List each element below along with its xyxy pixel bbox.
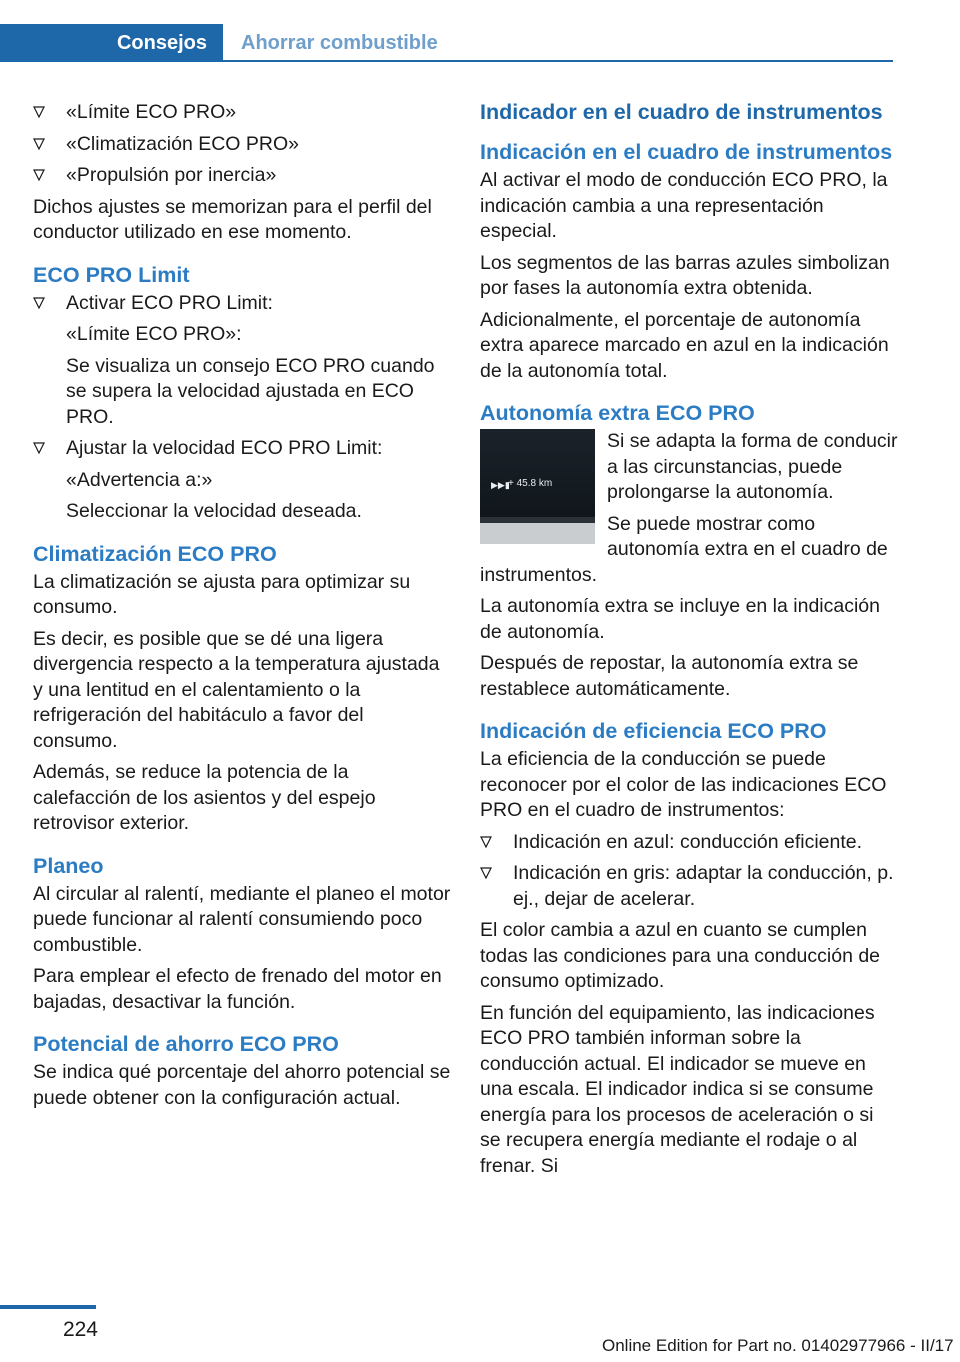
paragraph: Además, se reduce la potencia de la calefacción de los asientos y del espejo retrovisor exterior. [33,761,376,834]
paragraph: Para emplear el efecto de frenado del motor en bajadas, desactivar la función. [33,965,442,1013]
bullet-subtext: «Advertencia a:» [66,468,213,491]
paragraph: Después de repostar, la autonomía extra se restablece automáticamente. [480,652,859,700]
paragraph: Los segmentos de las barras azules simbolizan por fases la autonomía extra obtenida. [480,251,890,299]
bullet-text: Indicación en azul: conducción eficiente. [513,830,863,853]
tab-consejos[interactable]: Consejos [0,24,223,62]
bullet-text: «Propulsión por inercia» [66,164,277,186]
list-item [33,163,451,189]
right-column [480,100,898,1185]
paragraph: Si se adapta la forma de conducir a las circunstancias, puede prolongarse la autonomía. [607,430,898,503]
paragraph: Al activar el modo de conducción ECO PRO, la indicación cambia a una representación especial. [480,169,888,242]
paragraph: Adicionalmente, el porcentaje de autonomía extra aparece marcado en azul en la indicación de la autonomía total. [480,308,889,382]
section-heading-eficiencia: Indicación de eficiencia ECO PRO [480,719,827,743]
triangle-bullet-icon [33,442,45,454]
autonomia-section [480,429,898,588]
bullet-subtext: Seleccionar la velocidad deseada. [66,500,362,522]
bullet-subtext: Se visualiza un consejo ECO PRO cuando se supera la velocidad ajustada en ECO PRO. [66,354,435,428]
bullet-text: Activar ECO PRO Limit: [66,291,273,314]
page-number: 224 [62,1318,98,1341]
paragraph: Dichos ajustes se memorizan para el perfil del conductor utilizado en ese momento. [33,195,432,243]
paragraph: Es decir, es posible que se dé una ligera divergencia respecto a la temperatura ajustada y una lentitud en el calentamiento o la refrigeración del habitáculo a favor del consumo. [33,627,440,752]
triangle-bullet-icon [480,836,492,848]
paragraph: Se puede mostrar como autonomía extra en el cuadro de instrumentos. [480,512,888,586]
bullet-text: «Límite ECO PRO» [66,101,237,123]
main-heading-indicador: Indicador en el cuadro de instrumentos [480,100,883,124]
list-item [480,830,898,856]
instrument-cluster-image [480,429,595,544]
triangle-bullet-icon [33,106,45,118]
section-heading-autonomia: Autonomía extra ECO PRO [480,401,755,425]
list-item [33,100,451,126]
left-column [33,100,451,1117]
triangle-bullet-icon [480,867,492,879]
list-item [33,436,451,525]
paragraph: La autonomía extra se incluye en la indicación de autonomía. [480,595,880,643]
paragraph: La eficiencia de la conducción se puede reconocer por el color de las indicaciones ECO PRO en el cuadro de instrumentos: [480,748,887,821]
section-heading-indicacion: Indicación en el cuadro de instrumentos [480,140,893,164]
triangle-bullet-icon [33,169,45,181]
triangle-bullet-icon [33,297,45,309]
fast-forward-icon: ▶▶▮ [491,480,510,490]
edition-footer: Online Edition for Part no. 01402977966 - II/17 [602,1336,954,1355]
bullet-subtext: «Límite ECO PRO»: [66,323,242,345]
section-heading-climatizacion: Climatización ECO PRO [33,541,277,566]
extra-range-readout: + 45.8 km [508,478,553,489]
list-item [480,861,898,912]
triangle-bullet-icon [33,138,45,150]
paragraph: Se indica qué porcentaje del ahorro potencial se puede obtener con la configuración actual. [33,1061,451,1109]
display-base [480,523,595,544]
tab-ahorrar-combustible[interactable]: Ahorrar combustible [241,32,438,54]
bullet-text: «Climatización ECO PRO» [66,132,299,155]
section-heading-eco-pro-limit: ECO PRO Limit [33,262,190,287]
section-heading-planeo: Planeo [33,853,104,878]
bullet-text: Indicación en gris: adaptar la conducción, p. ej., dejar de acelerar. [513,862,894,910]
paragraph: Al circular al ralentí, mediante el planeo el motor puede funcionar al ralentí consumiendo poco combustible. [33,882,451,956]
footer-rule [0,1305,96,1309]
paragraph: La climatización se ajusta para optimizar su consumo. [33,570,411,618]
list-item [33,291,451,431]
paragraph: En función del equipamiento, las indicaciones ECO PRO también informan sobre la conducción actual. El indicador se mueve en una escala. El indicador indica si se consume energía para los procesos de aceleración o si se recupera energía mediante el rodaje o al frenar. Si [480,1001,875,1177]
paragraph: El color cambia a azul en cuanto se cumplen todas las condiciones para una conducción de consumo optimizado. [480,919,881,992]
bullet-text: Ajustar la velocidad ECO PRO Limit: [66,437,383,459]
section-heading-potencial: Potencial de ahorro ECO PRO [33,1032,339,1056]
list-item [33,132,451,158]
